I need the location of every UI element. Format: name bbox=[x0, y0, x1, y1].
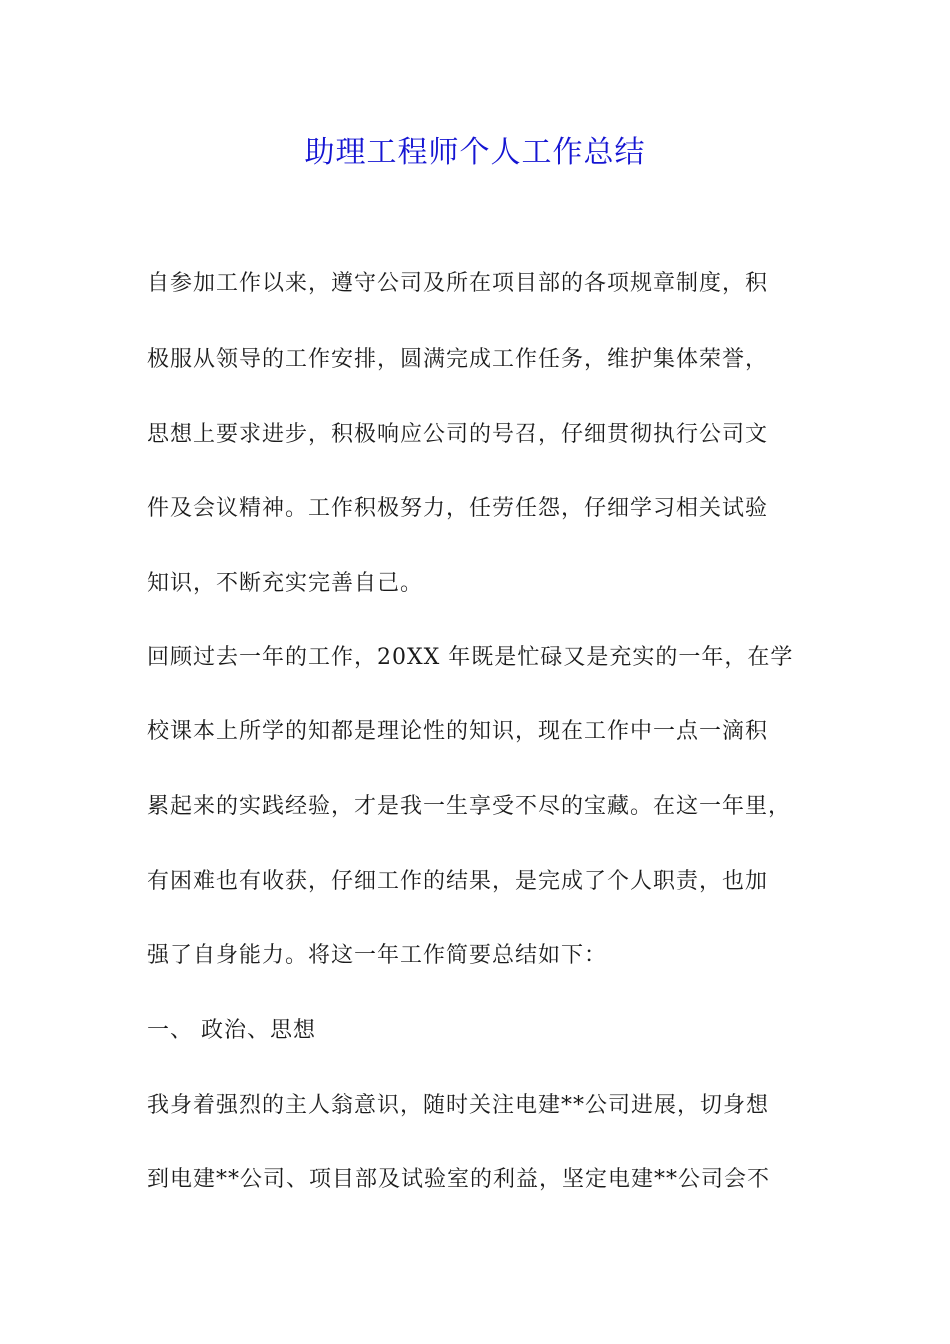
body-line: 自参加工作以来，遵守公司及所在项目部的各项规章制度，积 bbox=[147, 271, 769, 296]
document-title: 助理工程师个人工作总结 bbox=[304, 135, 646, 170]
body-line: 思想上要求进步，积极响应公司的号召，仔细贯彻执行公司文 bbox=[147, 422, 769, 447]
body-line: 知识，不断充实完善自己。 bbox=[147, 571, 424, 596]
section-heading: 一、 政治、思想 bbox=[147, 1018, 316, 1043]
body-line: 累起来的实践经验，才是我一生享受不尽的宝藏。在这一年里， bbox=[147, 794, 792, 819]
body-line: 到电建**公司、项目部及试验室的利益，坚定电建**公司会不 bbox=[147, 1167, 771, 1192]
body-line: 我身着强烈的主人翁意识，随时关注电建**公司进展，切身想 bbox=[147, 1093, 770, 1118]
body-line: 强了自身能力。将这一年工作简要总结如下： bbox=[147, 943, 608, 968]
body-line: 件及会议精神。工作积极努力，任劳任怨，仔细学习相关试验 bbox=[147, 496, 769, 521]
body-line: 有困难也有收获，仔细工作的结果，是完成了个人职责，也加 bbox=[147, 869, 769, 894]
body-line: 回顾过去一年的工作，20XX 年既是忙碌又是充实的一年，在学 bbox=[147, 645, 794, 670]
body-line: 校课本上所学的知都是理论性的知识，现在工作中一点一滴积 bbox=[147, 719, 769, 744]
body-line: 极服从领导的工作安排，圆满完成工作任务，维护集体荣誉， bbox=[147, 347, 769, 372]
